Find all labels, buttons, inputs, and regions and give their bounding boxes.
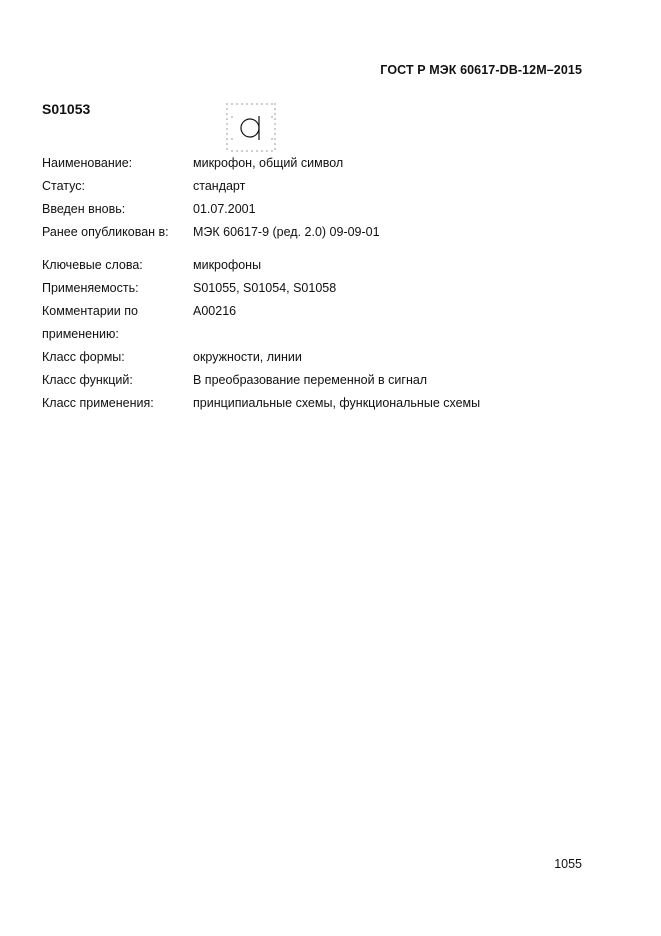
microphone-symbol-icon [225, 102, 277, 154]
field-row-function-class [42, 369, 602, 392]
field-label: Статус: [42, 179, 85, 193]
field-row-status [42, 175, 602, 198]
field-row-introduced [42, 198, 602, 221]
field-row-application-class [42, 392, 602, 415]
symbol-code: S01053 [42, 101, 91, 117]
field-label: Класс формы: [42, 350, 125, 364]
field-value: МЭК 60617-9 (ред. 2.0) 09-09-01 [193, 225, 380, 239]
field-label: применению: [42, 327, 119, 341]
field-label: Комментарии по [42, 304, 138, 318]
field-value: A00216 [193, 304, 237, 318]
symbol-attributes [42, 152, 602, 415]
field-label: Ранее опубликован в: [42, 225, 169, 239]
field-value: микрофоны [193, 258, 262, 272]
field-value: 01.07.2001 [193, 202, 256, 216]
field-row-previously-published [42, 221, 602, 244]
field-label: Класс применения: [42, 396, 154, 410]
field-row-shape-class [42, 346, 602, 369]
field-row-name [42, 152, 602, 175]
field-value: принципиальные схемы, функциональные схемы [193, 396, 481, 410]
page-number: 1055 [554, 857, 582, 871]
field-label: Введен вновь: [42, 202, 126, 216]
field-label: Ключевые слова: [42, 258, 143, 272]
field-value: микрофон, общий символ [193, 156, 344, 170]
field-label: Наименование: [42, 156, 133, 170]
field-label: Применяемость: [42, 281, 139, 295]
document-standard-title: ГОСТ Р МЭК 60617-DB-12M–2015 [380, 63, 582, 77]
field-value: стандарт [193, 179, 246, 193]
field-row-comments-cont [42, 323, 602, 346]
field-label: Класс функций: [42, 373, 133, 387]
field-value: S01055, S01054, S01058 [193, 281, 337, 295]
field-value: окружности, линии [193, 350, 302, 364]
field-row-comments [42, 300, 602, 323]
field-value: В преобразование переменной в сигнал [193, 373, 428, 387]
field-row-applicability [42, 277, 602, 300]
field-row-keywords [42, 254, 602, 277]
